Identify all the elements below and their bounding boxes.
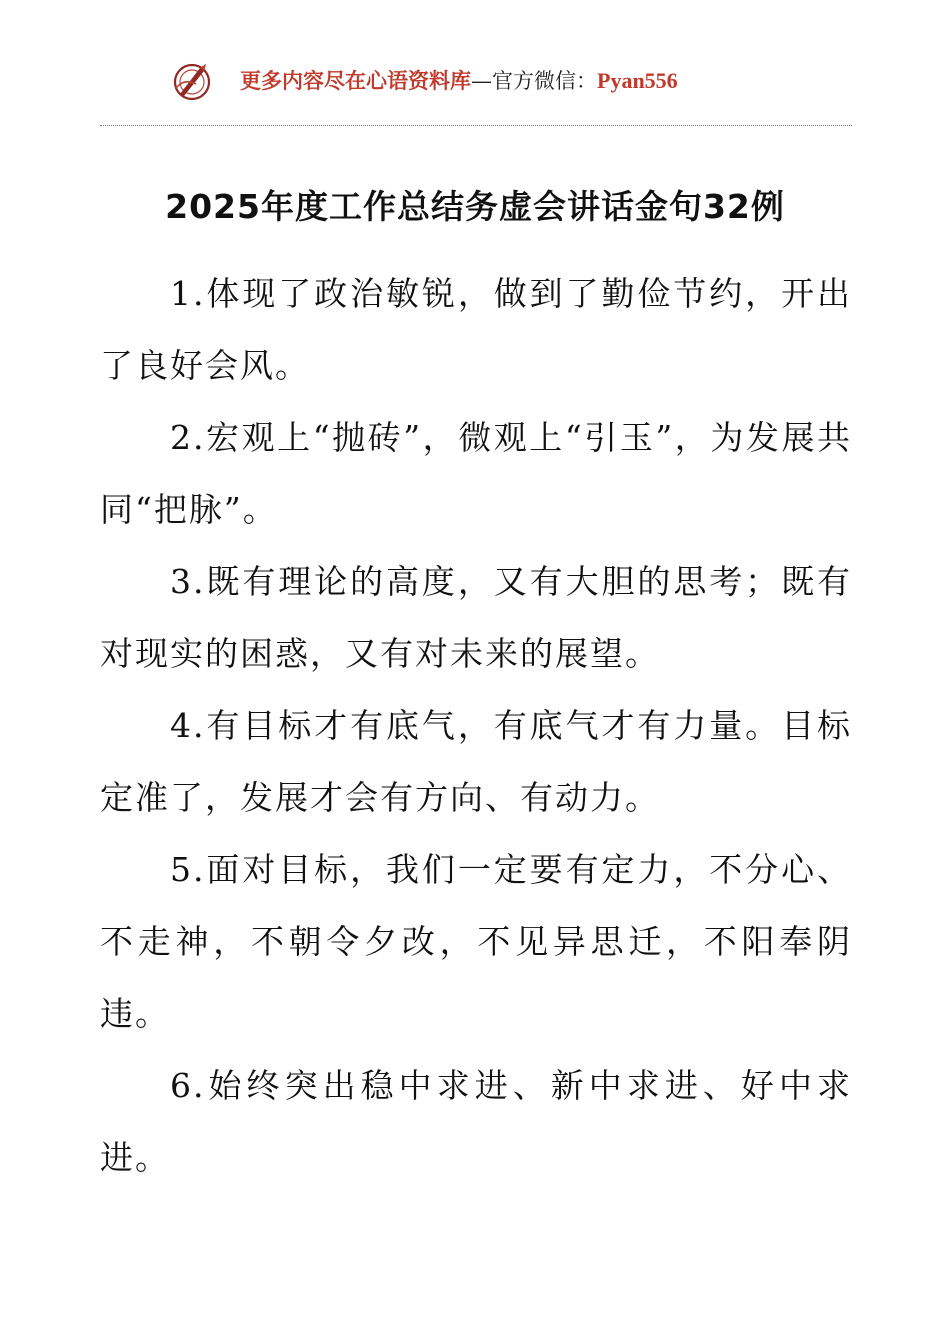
header-wechat-id: Pyan556 [597, 68, 678, 93]
document-body [100, 258, 852, 1194]
document-title: 2025年度工作总结务虚会讲话金句32例 [165, 187, 785, 226]
paragraph-3: 3.既有理论的高度，又有大胆的思考；既有对现实的困惑，又有对未来的展望。 [100, 562, 852, 673]
header-wechat-label: —官方微信： [471, 69, 597, 93]
paragraph-1: 1.体现了政治敏锐，做到了勤俭节约，开出了良好会风。 [100, 274, 852, 385]
header-divider [100, 125, 852, 126]
page-header [0, 52, 950, 108]
paragraph-4: 4.有目标才有底气，有底气才有力量。目标定准了，发展才会有方向、有动力。 [100, 706, 852, 817]
paragraph-2: 2.宏观上“抛砖”，微观上“引玉”，为发展共同“把脉”。 [100, 418, 852, 529]
pen-nib-logo-icon [170, 58, 218, 102]
paragraph-5: 5.面对目标，我们一定要有定力，不分心、不走神，不朝令夕改，不见异思迁，不阳奉阴违。 [100, 850, 852, 1033]
header-banner [240, 66, 678, 96]
paragraph-6: 6.始终突出稳中求进、新中求进、好中求进。 [100, 1066, 852, 1177]
header-site-name: 更多内容尽在心语资料库 [240, 68, 471, 93]
